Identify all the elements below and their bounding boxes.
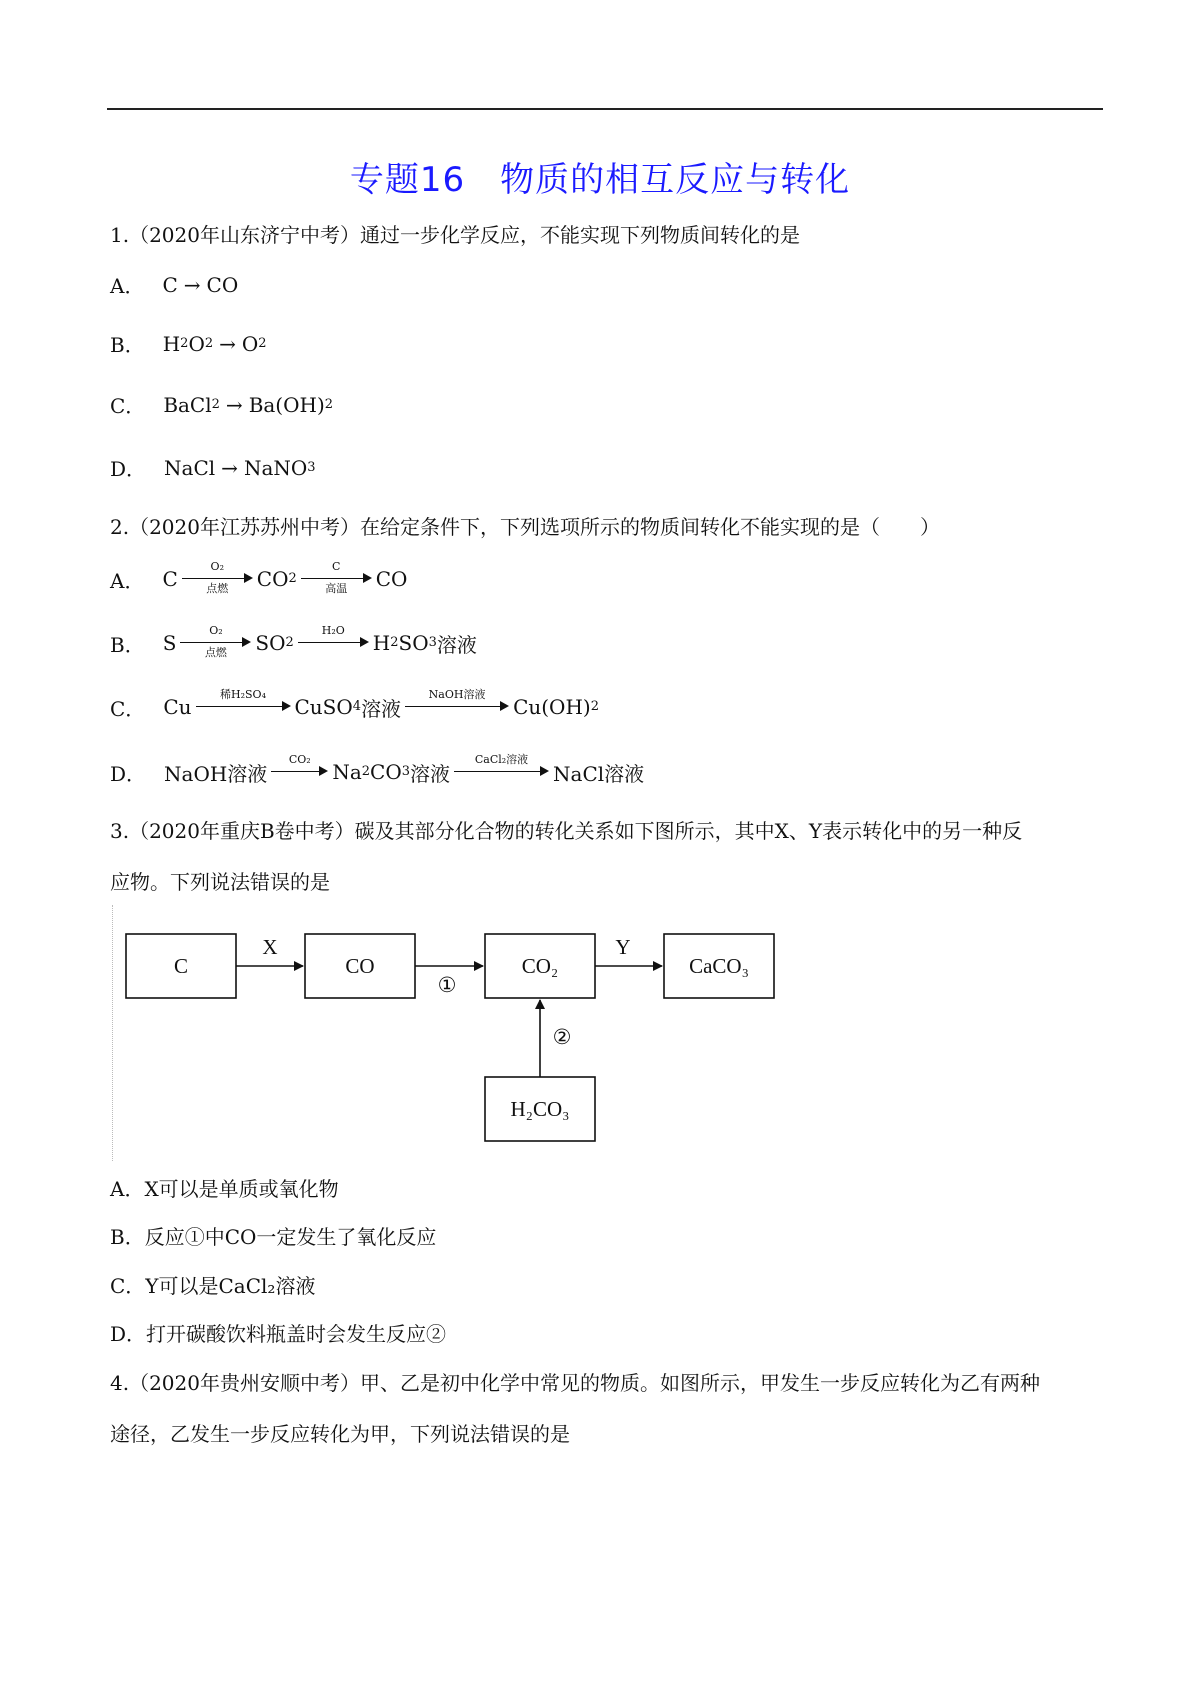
q2-option-a: A． C O₂ 点燃 CO 2 C 高温 CO bbox=[110, 560, 408, 595]
q4-stem-line2: 途径，乙发生一步反应转化为甲，下列说法错误的是 bbox=[110, 1422, 570, 1446]
label-2: ② bbox=[552, 1025, 572, 1049]
q1-option-d: D． NaCl → NaNO 3 bbox=[110, 455, 316, 481]
box-co2-label: CO₂ bbox=[521, 954, 559, 978]
box-c-label: C bbox=[173, 954, 189, 978]
label-y: Y bbox=[615, 935, 631, 959]
reaction-arrow: H₂O bbox=[298, 625, 369, 659]
page-title: 专题16 物质的相互反应与转化 bbox=[349, 160, 851, 200]
q1-option-a: A． C → CO bbox=[110, 272, 239, 298]
q1-stem: 1.（2020年山东济宁中考）通过一步化学反应，不能实现下列物质间转化的是 bbox=[110, 223, 800, 247]
q4-stem-line1: 4.（2020年贵州安顺中考）甲、乙是初中化学中常见的物质。如图所示，甲发生一步反应转化为乙有两种 bbox=[110, 1371, 1040, 1395]
reaction-arrow: O₂ 点燃 bbox=[180, 625, 251, 659]
q3-stem-line1: 3.（2020年重庆B卷中考）碳及其部分化合物的转化关系如下图所示，其中X、Y表示转化中的另一种反 bbox=[110, 819, 1023, 843]
q3-option-c: C．Y可以是CaCl₂溶液 bbox=[110, 1274, 316, 1298]
box-co-label: CO bbox=[345, 954, 375, 978]
reaction-arrow: CaCl₂溶液 bbox=[454, 754, 549, 788]
reaction-arrow: O₂ 点燃 bbox=[182, 561, 253, 595]
label-1: ① bbox=[437, 973, 457, 997]
q3-option-a: A．X可以是单质或氧化物 bbox=[110, 1177, 339, 1201]
q2-option-c: C． Cu 稀H₂SO₄ CuSO 4 溶液 NaOH溶液 Cu(OH) 2 bbox=[110, 690, 599, 724]
label-x: X bbox=[262, 935, 278, 959]
box-caco3-label: CaCO₃ bbox=[689, 954, 749, 978]
q2-option-b: B． S O₂ 点燃 SO 2 H₂O H 2 SO 3 溶液 bbox=[110, 624, 477, 659]
reaction-arrow: CO₂ bbox=[271, 754, 328, 788]
q3-option-b: B．反应①中CO一定发生了氧化反应 bbox=[110, 1225, 437, 1249]
q2-option-d: D． NaOH溶液 CO₂ Na 2 CO 3 溶液 CaCl₂溶液 NaCl溶液 bbox=[110, 755, 644, 789]
q1-option-b: B． H 2 O 2 → O 2 bbox=[110, 331, 267, 357]
reaction-arrow: C 高温 bbox=[301, 561, 372, 595]
q1-option-c: C． BaCl 2 → Ba(OH) 2 bbox=[110, 392, 334, 418]
q3-stem-line2: 应物。下列说法错误的是 bbox=[110, 870, 330, 894]
reaction-arrow: 稀H₂SO₄ bbox=[196, 689, 291, 723]
q2-stem: 2.（2020年江苏苏州中考）在给定条件下，下列选项所示的物质间转化不能实现的是（ ） bbox=[110, 515, 940, 539]
q3-option-d: D．打开碳酸饮料瓶盖时会发生反应② bbox=[110, 1322, 447, 1346]
reaction-arrow: NaOH溶液 bbox=[405, 689, 509, 723]
box-h2co3-label: H₂CO₃ bbox=[510, 1097, 570, 1121]
